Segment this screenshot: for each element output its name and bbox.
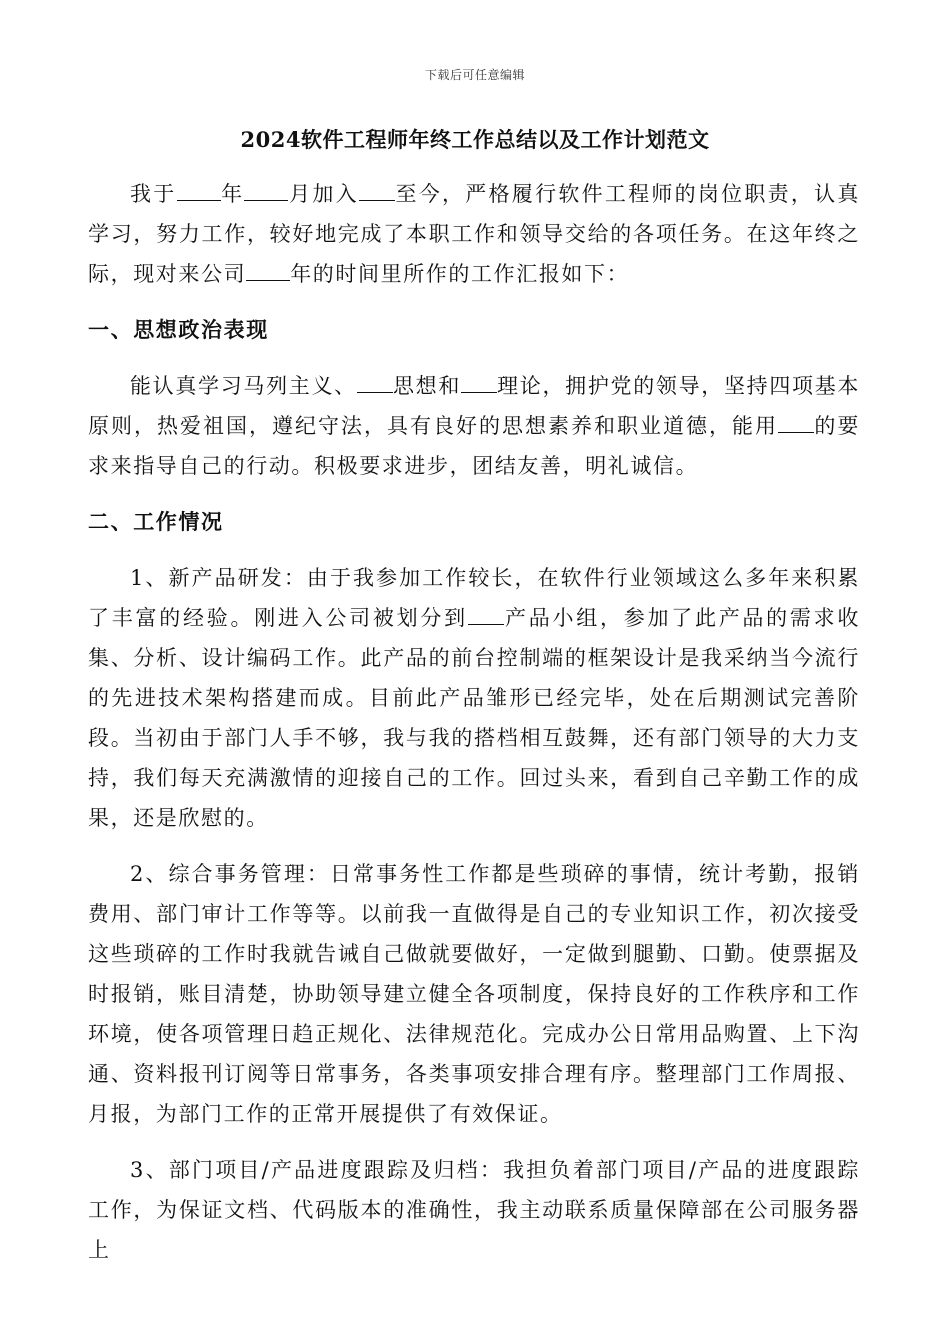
political-paragraph: [88, 366, 860, 486]
document-body: [88, 174, 860, 1270]
work-item-new-product: [88, 558, 860, 838]
political-text-2: 思想和: [392, 374, 462, 398]
work-item-1-text-1: 1、新产品研发：由于我参加工作较长，在软件行业领域这么多年来积累了丰富的经验。刚进入公司被划分到: [88, 566, 860, 630]
political-text-4: 的要求来指导自己的行动。积极要求进步，团结友善，明礼诚信。: [88, 414, 860, 478]
work-item-tracking: 3、部门项目/产品进度跟踪及归档：我担负着部门项目/产品的进度跟踪工作，为保证文档、代码版本的准确性，我主动联系质量保障部在公司服务器上: [88, 1158, 860, 1262]
section-heading-work: 二、工作情况: [88, 509, 224, 534]
blank-field: [244, 182, 288, 201]
intro-text-2: 年: [220, 182, 245, 206]
political-text-1: 能认真学习马列主义、: [130, 374, 357, 398]
intro-text-1: 我于: [130, 182, 177, 206]
blank-field: [778, 414, 814, 433]
blank-field: [461, 374, 497, 393]
section-heading-political: 一、思想政治表现: [88, 317, 269, 342]
intro-text-3: 月加入: [288, 182, 359, 206]
work-item-admin: 2、综合事务管理：日常事务性工作都是些琐碎的事情，统计考勤，报销费用、部门审计工作等等。以前我一直做得是自己的专业知识工作，初次接受这些琐碎的工作时我就告诫自己做就要做好，一定做到腿勤、口勤。使票据及时报销，账目清楚，协助领导建立健全各项制度，保持良好的工作秩序和工作环境，使各项管理日趋正规化、法律规范化。完成办公日常用品购置、上下沟通、资料报刊订阅等日常事务，各类事项安排合理有序。整理部门工作周报、月报，为部门工作的正常开展提供了有效保证。: [88, 862, 860, 1126]
blank-field: [359, 182, 395, 201]
blank-field: [357, 374, 393, 393]
header-note: 下载后可任意编辑: [424, 68, 525, 82]
work-item-1-text-2: 产品小组，参加了此产品的需求收集、分析、设计编码工作。此产品的前台控制端的框架设计是我采纳当今流行的先进技术架构搭建而成。目前此产品雏形已经完毕，处在后期测试完善阶段。当初由于部门人手不够，我与我的搭档相互鼓舞，还有部门领导的大力支持，我们每天充满激情的迎接自己的工作。回过头来，看到自己辛勤工作的成果，还是欣慰的。: [88, 606, 860, 830]
blank-field: [177, 182, 221, 201]
blank-field: [468, 606, 504, 625]
intro-text-4: 至今，严格履行软件工程师的岗位职责，认真学习，努力工作，较好地完成了本职工作和领导交给的各项任务。在这年终之际，现对来公司: [88, 182, 860, 286]
blank-field: [246, 262, 290, 281]
document-title: 2024软件工程师年终工作总结以及工作计划范文: [240, 127, 710, 152]
political-text-3: 理论，拥护党的领导，坚持四项基本原则，热爱祖国，遵纪守法，具有良好的思想素养和职业道德，能用: [88, 374, 860, 438]
intro-paragraph: [88, 174, 860, 294]
intro-text-5: 年的时间里所作的工作汇报如下：: [290, 262, 630, 286]
